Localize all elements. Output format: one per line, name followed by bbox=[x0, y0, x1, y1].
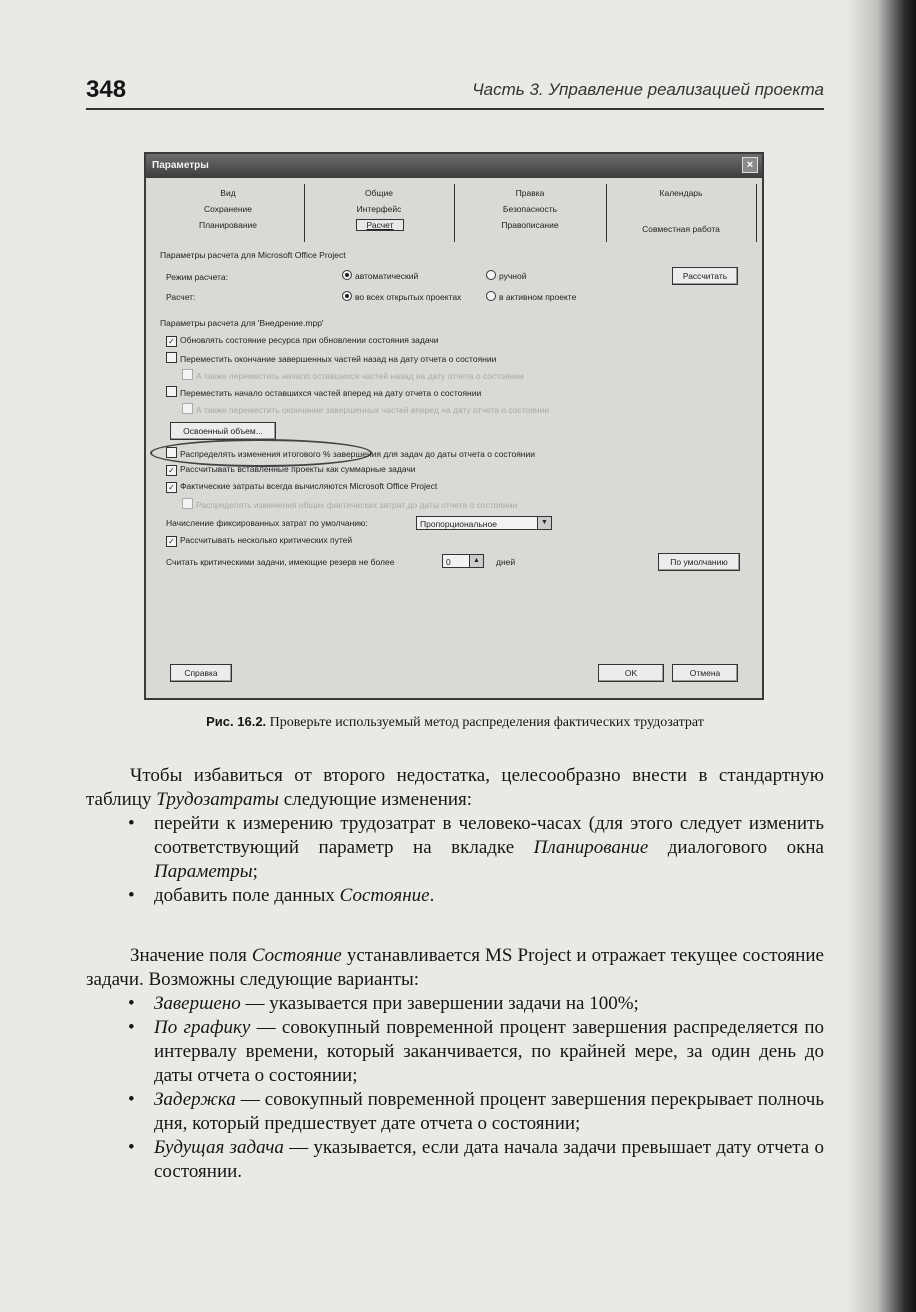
actual-costs-calculated-checkbox[interactable]: ✓ Фактические затраты всегда вычисляются Microsoft Office Project bbox=[166, 481, 437, 493]
chevron-down-icon[interactable]: ▼ bbox=[537, 517, 551, 529]
list-item: • Задержка — совокупный повременной процент завершения перекрывает полночь дня, который предшествует дате отчета о состоянии; bbox=[86, 1088, 824, 1136]
paragraph-2: Значение поля Состояние устанавливается MS Project и отражает текущее состояние задачи. Возможны следующие варианты: bbox=[86, 945, 824, 990]
fixed-cost-accrual-label: Начисление фиксированных затрат по умолчанию: bbox=[166, 518, 368, 528]
tab-collaborate[interactable]: Совместная работа bbox=[642, 224, 720, 234]
bullet-list-status bbox=[86, 992, 824, 1184]
page-number: 348 bbox=[86, 76, 127, 103]
tab-calendar[interactable]: Календарь bbox=[659, 188, 703, 198]
default-button[interactable]: По умолчанию bbox=[658, 553, 740, 571]
list-item: • добавить поле данных Состояние. bbox=[86, 884, 824, 908]
critical-slack-label: Считать критическими задачи, имеющие резерв не более bbox=[166, 557, 395, 567]
running-head: Часть 3. Управление реализацией проекта bbox=[472, 80, 824, 99]
critical-slack-unit: дней bbox=[496, 557, 516, 567]
spread-percent-complete-checkbox[interactable]: Распределять изменения итогового % завершения для задач до даты отчета о состоянии bbox=[166, 447, 535, 459]
tab-general[interactable]: Общие bbox=[365, 188, 393, 198]
update-resource-status-checkbox[interactable]: ✓ Обновлять состояние ресурса при обновлении состояния задачи bbox=[166, 335, 439, 347]
tab-calculation[interactable]: Расчет bbox=[356, 219, 404, 231]
calc-mode-manual-radio[interactable]: ручной bbox=[486, 270, 526, 281]
move-start-forward-checkbox[interactable]: Переместить начало оставшихся частей вперед на дату отчета о состоянии bbox=[166, 386, 481, 398]
list-item: • По графику — совокупный повременной процент завершения распределяется по интервалу времени, который заканчивается, по крайней мере, за один день до даты отчета о состоянии; bbox=[86, 1016, 824, 1088]
section-calc-options-title: Параметры расчета для Microsoft Office Project bbox=[160, 250, 346, 260]
caption-label: Рис. 16.2. bbox=[206, 714, 267, 729]
tab-save[interactable]: Сохранение bbox=[203, 204, 253, 214]
spread-actual-costs-checkbox[interactable]: Распределять изменения общих фактических затрат до даты отчета о состоянии bbox=[182, 498, 517, 510]
dialog-title: Параметры bbox=[152, 160, 209, 171]
tab-column-3 bbox=[454, 184, 607, 242]
section-project-options-title: Параметры расчета для 'Внедрение.mpp' bbox=[160, 318, 324, 328]
inserted-projects-summary-checkbox[interactable]: ✓ Рассчитывать вставленные проекты как суммарные задачи bbox=[166, 464, 416, 476]
tab-view[interactable]: Вид bbox=[220, 188, 236, 198]
earned-value-button[interactable]: Освоенный объем... bbox=[170, 422, 276, 440]
calc-mode-auto-radio[interactable]: автоматический bbox=[342, 270, 418, 281]
options-dialog-figure bbox=[144, 152, 764, 700]
close-icon[interactable]: × bbox=[742, 157, 758, 173]
page-edge-shadow bbox=[846, 0, 916, 1312]
paragraph-table-changes bbox=[86, 764, 824, 908]
calc-all-projects-radio[interactable]: во всех открытых проектах bbox=[342, 291, 461, 302]
multiple-critical-paths-checkbox[interactable]: ✓ Рассчитывать несколько критических путей bbox=[166, 535, 352, 547]
caption-text: Проверьте используемый метод распределения фактических трудозатрат bbox=[266, 715, 704, 730]
tab-interface[interactable]: Интерфейс bbox=[356, 204, 402, 214]
critical-slack-spinner[interactable]: 0 ▲ bbox=[442, 554, 484, 568]
figure-caption bbox=[86, 714, 824, 731]
dialog-titlebar bbox=[146, 154, 762, 178]
spinner-arrows-icon[interactable]: ▲ bbox=[469, 555, 483, 567]
cancel-button[interactable]: Отмена bbox=[672, 664, 738, 682]
ok-button[interactable]: OK bbox=[598, 664, 664, 682]
calc-mode-label: Режим расчета: bbox=[166, 272, 228, 282]
calc-scope-label: Расчет: bbox=[166, 292, 196, 302]
move-end-forward-checkbox[interactable]: А также переместить окончание завершенных частей вперед на дату отчета о состоянии bbox=[182, 403, 549, 415]
list-item: • перейти к измерению трудозатрат в человеко-часах (для этого следует изменить соответствующий параметр на вкладке Планирование диалогового окна Параметры; bbox=[86, 812, 824, 884]
move-start-back-checkbox[interactable]: А также переместить начало оставшихся частей назад на дату отчета о состоянии bbox=[182, 369, 524, 381]
tab-spelling[interactable]: Правописание bbox=[501, 220, 559, 230]
tab-edit[interactable]: Правка bbox=[515, 188, 545, 198]
calculate-button[interactable]: Рассчитать bbox=[672, 267, 738, 285]
tab-column-2 bbox=[304, 184, 455, 242]
fixed-cost-accrual-select[interactable]: Пропорциональное ▼ bbox=[416, 516, 552, 530]
tab-column-4 bbox=[606, 184, 757, 242]
move-end-back-checkbox[interactable]: Переместить окончание завершенных частей назад на дату отчета о состоянии bbox=[166, 352, 496, 364]
tab-schedule[interactable]: Планирование bbox=[198, 220, 257, 230]
page-header bbox=[86, 74, 824, 110]
bullet-list-changes bbox=[86, 812, 824, 908]
paragraph-1: Чтобы избавиться от второго недостатка, целесообразно внести в стандартную таблицу Трудозатраты следующие изменения: bbox=[86, 765, 824, 810]
tab-security[interactable]: Безопасность bbox=[502, 204, 558, 214]
calc-active-project-radio[interactable]: в активном проекте bbox=[486, 291, 576, 302]
help-button[interactable]: Справка bbox=[170, 664, 232, 682]
list-item: • Завершено — указывается при завершении задачи на 100%; bbox=[86, 992, 824, 1016]
tab-strip bbox=[152, 184, 756, 242]
list-item: • Будущая задача — указывается, если дата начала задачи превышает дату отчета о состоянии. bbox=[86, 1136, 824, 1184]
tab-column-1 bbox=[152, 184, 305, 242]
paragraph-status-values bbox=[86, 944, 824, 1184]
